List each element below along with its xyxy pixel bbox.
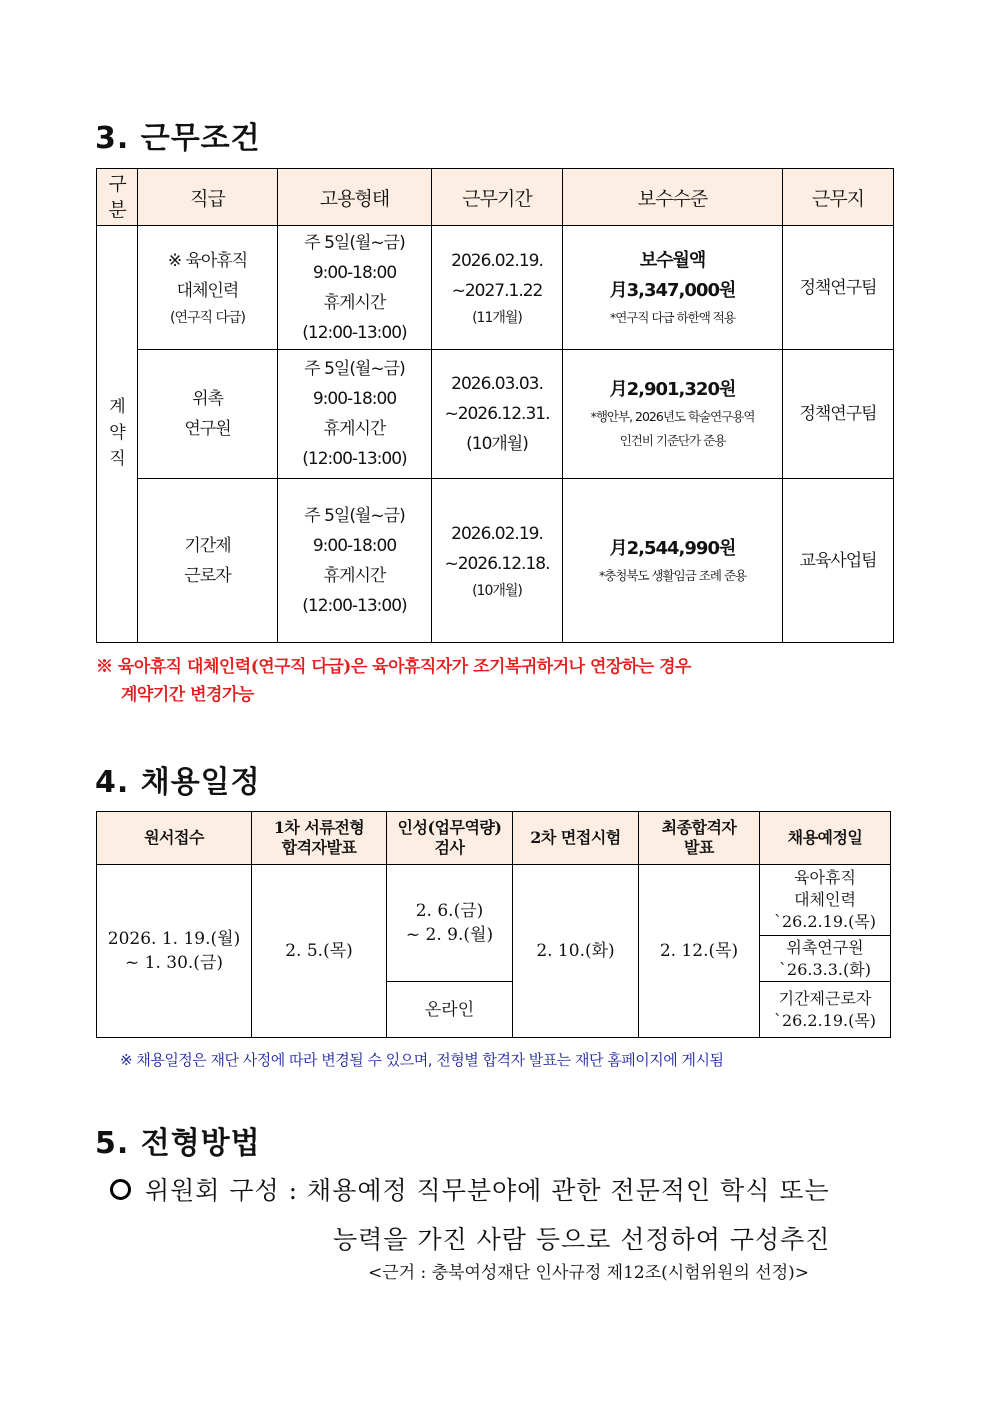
type-cell: 주 5일(월~금) 9:00-18:00 휴게시간 (12:00-13:00): [278, 350, 432, 479]
section5-title: 5. 전형방법: [95, 1126, 261, 1161]
grade-cell: 기간제 근로자: [138, 479, 278, 643]
table-row: [97, 350, 894, 479]
section4-note: ※ 채용일정은 재단 사정에 따라 변경될 수 있으며, 전형별 합격자 발표는 재단 홈페이지에 게시됨: [120, 1051, 724, 1069]
pay-cell: 보수월액 月3,347,000원 *연구직 다급 하한액 적용: [563, 226, 783, 350]
pay-cell: 月2,901,320원 *행안부, 2026년도 학술연구용역 인건비 기준단가 준용: [563, 350, 783, 479]
doc-result-cell: 2. 5.(목): [252, 865, 387, 1038]
header-period: 근무기간: [432, 169, 563, 226]
table-header-row: [97, 169, 894, 226]
hire-date-cell: 육아휴직 대체인력 `26.2.19.(목): [760, 865, 891, 936]
header-doc-result: 1차 서류전형 합격자발표: [252, 812, 387, 865]
header-type: 고용형태: [278, 169, 432, 226]
type-cell: 주 5일(월~금) 9:00-18:00 휴게시간 (12:00-13:00): [278, 479, 432, 643]
header-hire-date: 채용예정일: [760, 812, 891, 865]
committee-line-cont: 능력을 가진 사람 등으로 선정하여 구성추진: [333, 1225, 831, 1254]
header-interview: 2차 면접시험: [513, 812, 639, 865]
header-location: 근무지: [783, 169, 894, 226]
circle-bullet-icon: [110, 1179, 131, 1200]
section4-title: 4. 채용일정: [95, 765, 261, 800]
table-row: [97, 479, 894, 643]
hire-date-cell: 위촉연구원 `26.3.3.(화): [760, 936, 891, 982]
header-pay: 보수수준: [563, 169, 783, 226]
location-cell: 교육사업팀: [783, 479, 894, 643]
apply-cell: 2026. 1. 19.(월) ~ 1. 30.(금): [97, 865, 252, 1038]
grade-cell: ※ 육아휴직 대체인력 (연구직 다급): [138, 226, 278, 350]
hire-date-cell: 기간제근로자 `26.2.19.(목): [760, 982, 891, 1038]
header-final: 최종합격자 발표: [639, 812, 760, 865]
interview-cell: 2. 10.(화): [513, 865, 639, 1038]
table-header-row: [97, 812, 891, 865]
location-cell: 정책연구팀: [783, 226, 894, 350]
header-grade: 직급: [138, 169, 278, 226]
header-apply: 원서접수: [97, 812, 252, 865]
location-cell: 정책연구팀: [783, 350, 894, 479]
period-cell: 2026.03.03. ~2026.12.31. (10개월): [432, 350, 563, 479]
pay-cell: 月2,544,990원 *충청북도 생활임금 조례 준용: [563, 479, 783, 643]
table-row: [97, 865, 891, 936]
grade-cell: 위촉 연구원: [138, 350, 278, 479]
section3-title: 3. 근무조건: [95, 121, 261, 156]
work-conditions-table: [96, 168, 894, 643]
period-cell: 2026.02.19. ~2026.12.18. (10개월): [432, 479, 563, 643]
aptitude-method-cell: 온라인: [387, 982, 513, 1038]
period-cell: 2026.02.19. ~2027.1.22 (11개월): [432, 226, 563, 350]
aptitude-date-cell: 2. 6.(금) ~ 2. 9.(월): [387, 865, 513, 982]
table-row: [97, 226, 894, 350]
header-gubun: 구분: [97, 169, 138, 226]
header-aptitude: 인성(업무역량) 검사: [387, 812, 513, 865]
section3-note: ※ 육아휴직 대체인력(연구직 다급)은 육아휴직자가 조기복귀하거나 연장하는 경우 계약기간 변경가능: [96, 657, 691, 705]
committee-line: 위원회 구성 : 채용예정 직무분야에 관한 전문적인 학식 또는: [110, 1171, 830, 1207]
final-cell: 2. 12.(목): [639, 865, 760, 1038]
type-cell: 주 5일(월~금) 9:00-18:00 휴게시간 (12:00-13:00): [278, 226, 432, 350]
group-label: 계약직: [97, 226, 138, 643]
committee-basis: <근거 : 충북여성재단 인사규정 제12조(시험위원의 선정)>: [368, 1263, 809, 1283]
schedule-table: [96, 811, 891, 1038]
